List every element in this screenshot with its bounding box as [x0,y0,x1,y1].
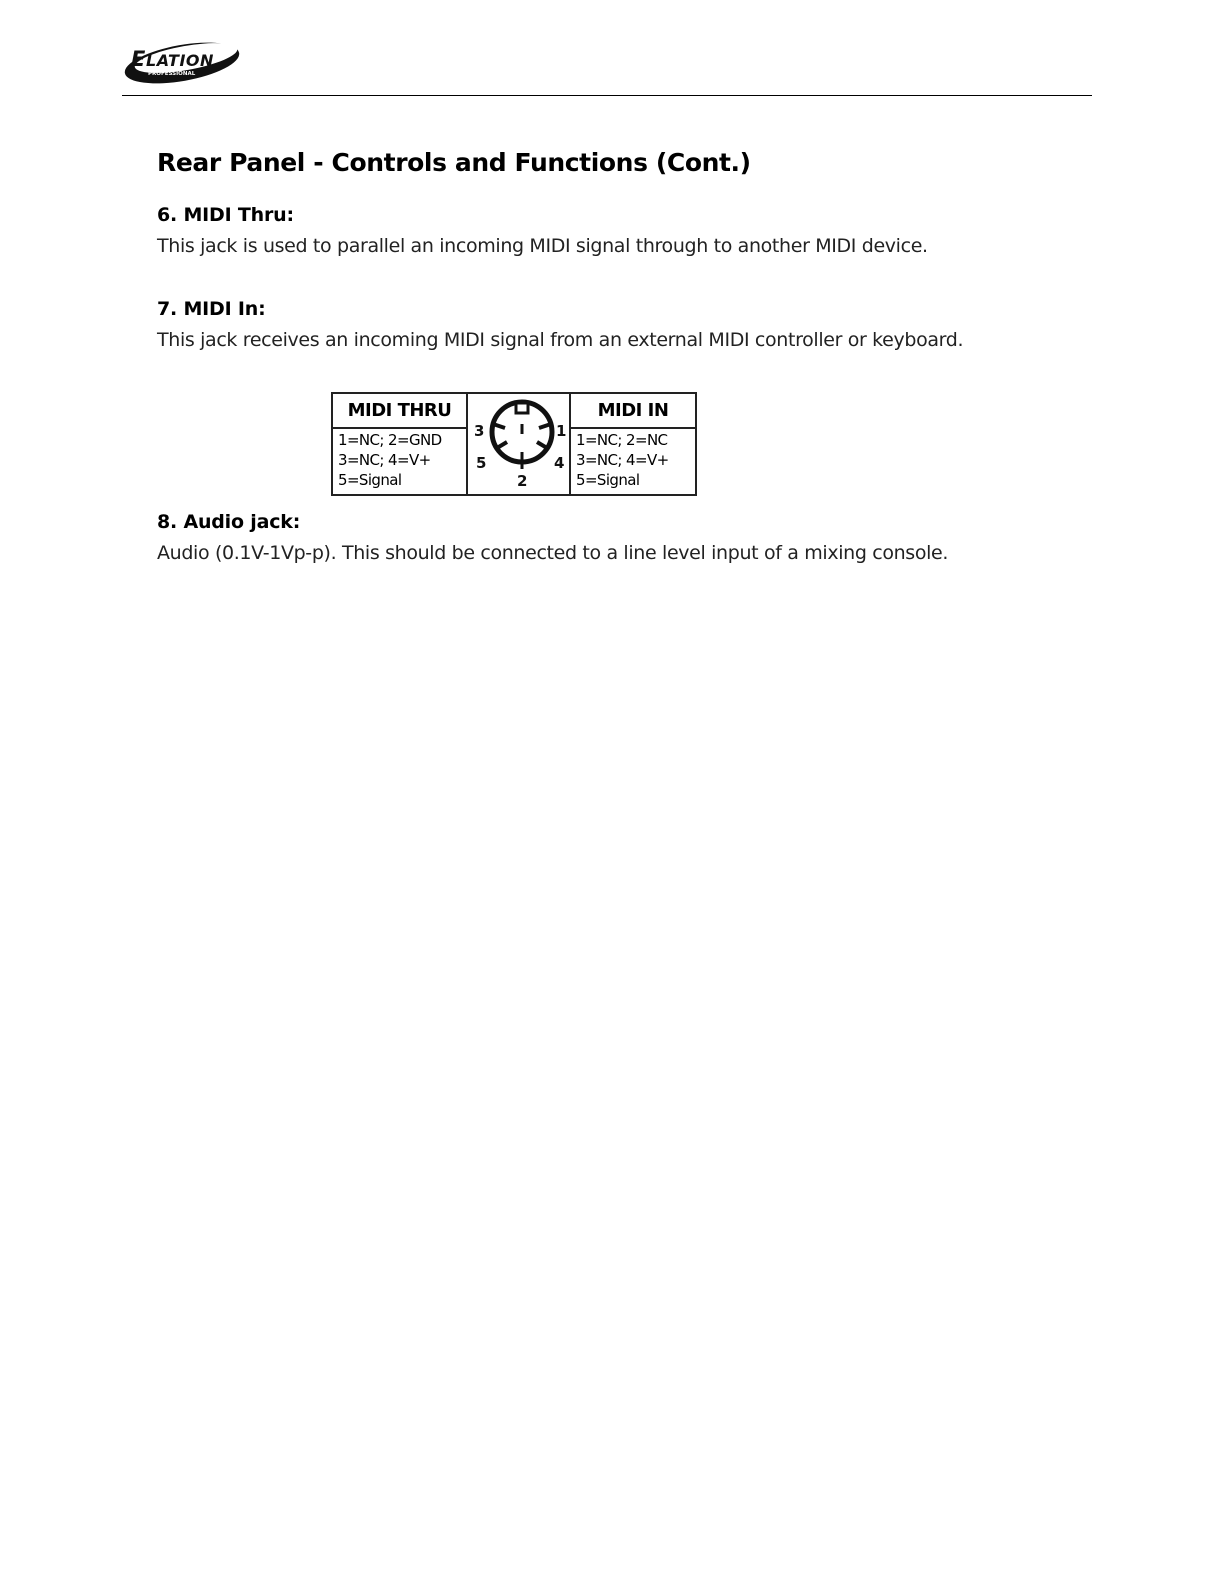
din-connector-diagram-cell [467,393,570,495]
section-heading: 8. Audio jack: [157,511,301,533]
section-heading: 6. MIDI Thru: [157,204,294,226]
pin-label: 4 [553,454,564,472]
svg-text:PROFESSIONAL: PROFESSIONAL [148,71,196,77]
section-heading: 7. MIDI In: [157,298,266,320]
section-body: This jack receives an incoming MIDI signal from an external MIDI controller or keyboard. [157,329,964,351]
svg-text:E: E [131,47,145,71]
elation-professional-logo [122,38,248,84]
section-audio-jack [157,509,1097,566]
document-body [157,146,1097,566]
section-body: This jack is used to parallel an incoming MIDI signal through to another MIDI device. [157,235,928,257]
pin-assignment-line: 1=NC; 2=GND [338,431,442,449]
header-divider [122,95,1092,96]
midi-thru-pin-assignments [332,428,467,495]
midi-in-pin-assignments [570,428,696,495]
pin-label: 2 [516,472,527,490]
pin-assignment-line: 3=NC; 4=V+ [338,451,431,469]
pin-label: 1 [555,422,566,440]
page-title: Rear Panel - Controls and Functions (Cont.) [157,148,751,177]
midi-thru-header: MIDI THRU [332,393,467,428]
pin-assignment-line: 5=Signal [338,471,402,489]
section-body: Audio (0.1V-1Vp-p). This should be connected to a line level input of a mixing console. [157,542,949,564]
din-connector-icon [470,394,568,490]
section-midi-thru [157,202,1097,259]
pin-label: 5 [475,454,486,472]
section-midi-in [157,296,1097,353]
midi-pinout-table [331,392,697,496]
pin-label: 3 [473,422,484,440]
svg-text:LATION: LATION [146,51,214,70]
pin-assignment-line: 3=NC; 4=V+ [576,451,669,469]
midi-in-header: MIDI IN [570,393,696,428]
pin-assignment-line: 5=Signal [576,471,640,489]
pin-assignment-line: 1=NC; 2=NC [576,431,668,449]
